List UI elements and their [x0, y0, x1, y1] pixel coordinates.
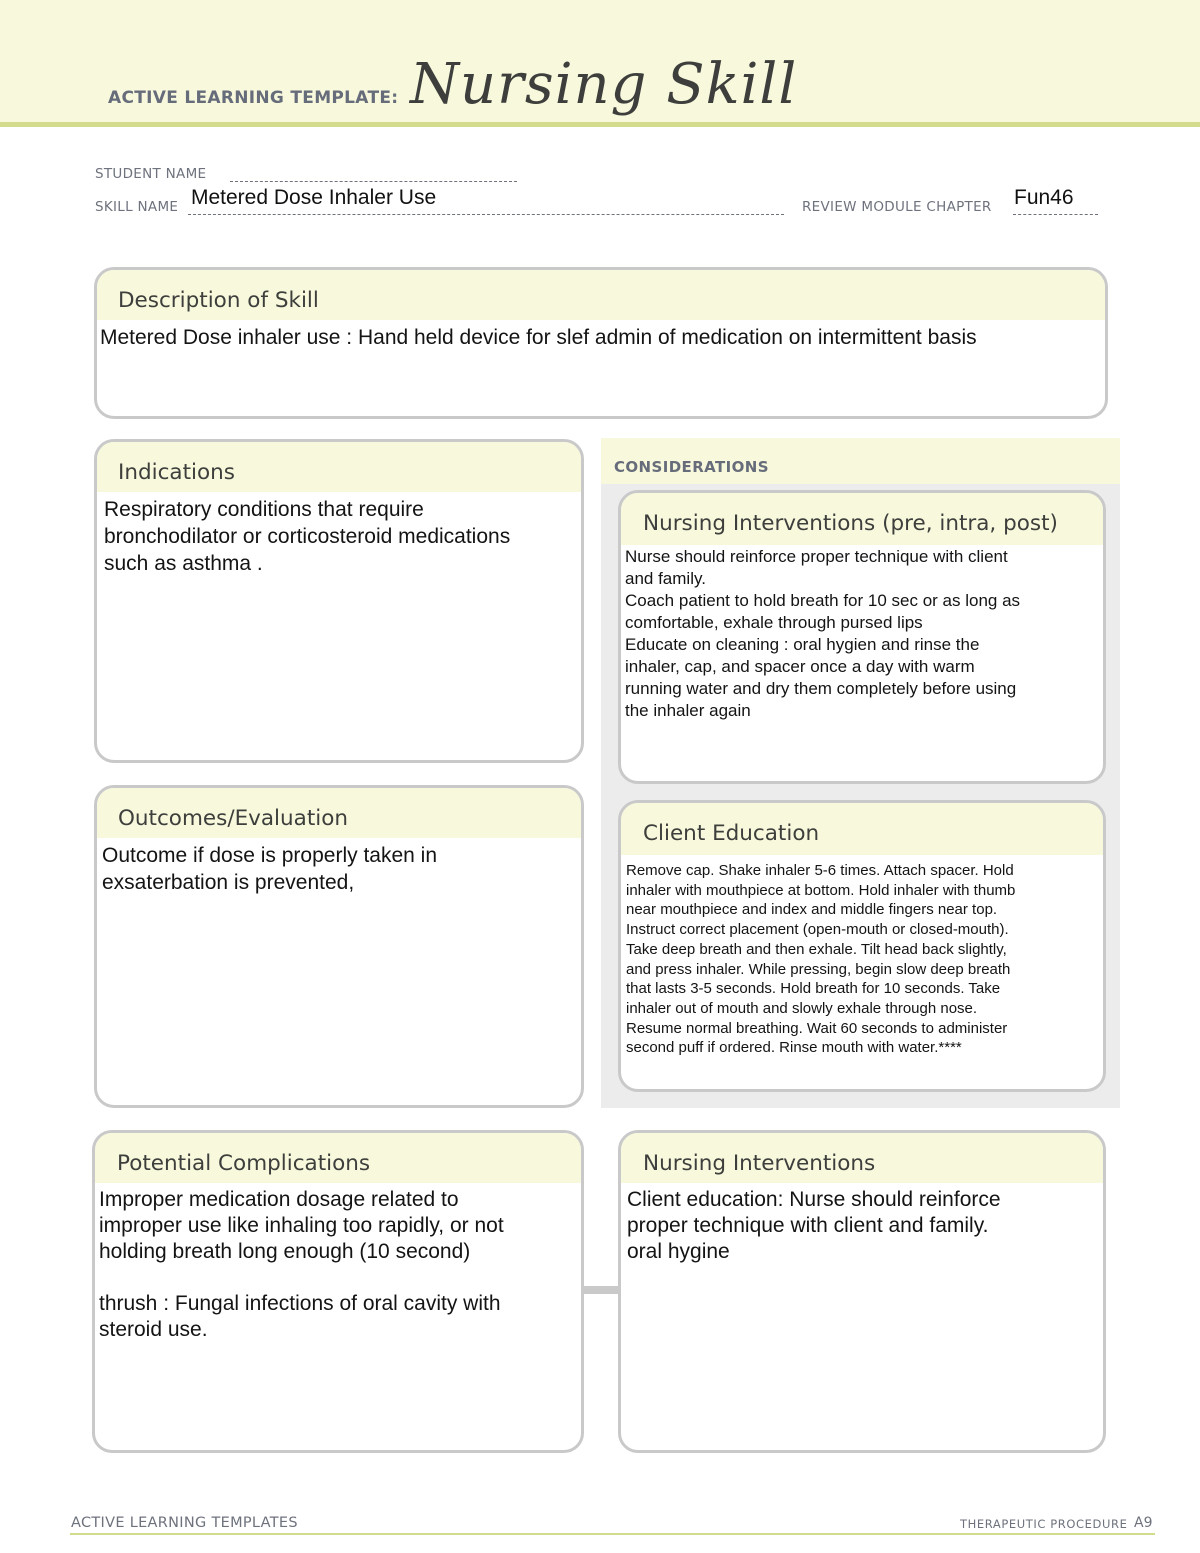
description-box	[94, 267, 1108, 419]
connector-bar	[583, 1286, 620, 1294]
skill-name-field[interactable]: Metered Dose Inhaler Use	[191, 186, 437, 209]
student-name-line	[230, 181, 517, 182]
indications-text[interactable]: Respiratory conditions that require bronchodilator or corticosteroid medications such as asthma .	[104, 498, 511, 575]
considerations-title: CONSIDERATIONS	[614, 458, 769, 476]
skill-name-line	[188, 214, 784, 215]
client-education-box	[618, 800, 1106, 1092]
footer-right-label: THERAPEUTIC PROCEDURE	[960, 1517, 1128, 1531]
review-module-field[interactable]: Fun46	[1014, 186, 1074, 209]
description-heading: Description of Skill	[97, 270, 1105, 320]
review-module-label: REVIEW MODULE CHAPTER	[802, 199, 992, 215]
complications-box	[92, 1130, 584, 1453]
nursing-interventions-heading: Nursing Interventions	[621, 1133, 1103, 1183]
indications-box	[94, 439, 584, 763]
nursing-interventions-pre-text[interactable]: Nurse should reinforce proper technique with client and family. Coach patient to hold breath for 10 sec or as long as comfortable, exhale through pursed lips Educate on cleaning : oral hygien and rinse the inhaler, cap, and spacer once a day with warm running water and dry them completely before using the inhaler again	[625, 547, 1021, 720]
description-text[interactable]: Metered Dose inhaler use : Hand held device for slef admin of medication on intermittent basis	[100, 326, 977, 349]
footer-page-number: A9	[1134, 1515, 1153, 1531]
student-name-label: STUDENT NAME	[95, 166, 207, 182]
complications-heading: Potential Complications	[95, 1133, 581, 1183]
outcomes-box	[94, 785, 584, 1108]
page-title: Nursing Skill	[410, 52, 798, 117]
header-divider	[0, 122, 1200, 127]
client-education-heading: Client Education	[621, 803, 1103, 855]
complications-text[interactable]: Improper medication dosage related to improper use like inhaling too rapidly, or not holding breath long enough (10 second) thrush : Fungal infections of oral cavity with steroid use.	[99, 1188, 504, 1341]
indications-heading: Indications	[97, 442, 581, 492]
outcomes-text[interactable]: Outcome if dose is properly taken in exsaterbation is prevented,	[102, 844, 437, 894]
template-label: ACTIVE LEARNING TEMPLATE:	[108, 88, 399, 108]
footer-left-label: ACTIVE LEARNING TEMPLATES	[71, 1515, 298, 1531]
review-module-line	[1013, 214, 1098, 215]
nursing-interventions-box	[618, 1130, 1106, 1453]
client-education-text[interactable]: Remove cap. Shake inhaler 5-6 times. Attach spacer. Hold inhaler with mouthpiece at bottom. Hold inhaler with thumb near mouthpiece and index and middle fingers near top. Instruct correct placement (open-mouth or closed-mouth). Take deep breath and then exhale. Tilt head back slightly, and press inhaler. While pressing, begin slow deep breath that lasts 3-5 seconds. Hold breath for 10 seconds. Take inhaler out of mouth and slowly exhale through nose. Resume normal breathing. Wait 60 seconds to administer second puff if ordered. Rinse mouth with water.****	[626, 862, 1016, 1057]
outcomes-heading: Outcomes/Evaluation	[97, 788, 581, 838]
skill-name-label: SKILL NAME	[95, 199, 179, 215]
nursing-interventions-pre-heading: Nursing Interventions (pre, intra, post)	[621, 493, 1103, 545]
nursing-interventions-text[interactable]: Client education: Nurse should reinforce proper technique with client and family. oral hygine	[627, 1188, 1001, 1263]
nursing-interventions-pre-box	[618, 490, 1106, 784]
footer-divider	[70, 1533, 1155, 1535]
